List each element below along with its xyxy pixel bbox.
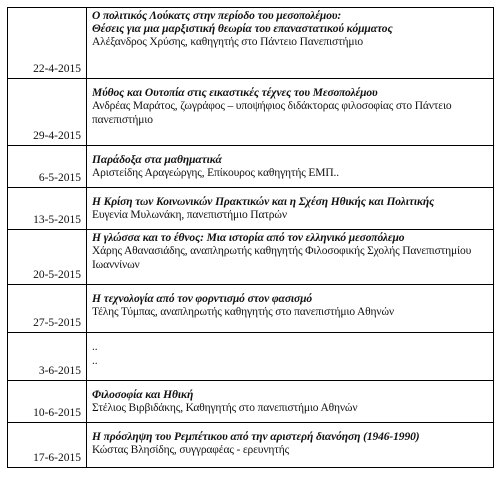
lecture-info bbox=[87, 285, 494, 333]
lecture-title: Η γλώσσα και το έθνος: Μια ιστορία από τον ελληνικό μεσοπόλεμο bbox=[92, 232, 405, 244]
table-row bbox=[8, 230, 494, 285]
table-row bbox=[8, 146, 494, 188]
table-row bbox=[8, 8, 494, 79]
lecture-date: 20-5-2015 bbox=[8, 230, 87, 285]
table-row bbox=[8, 333, 494, 381]
lecture-speaker: Στέλιος Βιρβιδάκης, Καθηγητής στο πανεπιστήμιο Αθηνών bbox=[92, 402, 358, 414]
lecture-speaker: Ευγενία Μυλωνάκη, πανεπιστήμιο Πατρών bbox=[92, 209, 287, 221]
lecture-date: 6-5-2015 bbox=[8, 146, 87, 188]
lecture-info bbox=[87, 333, 494, 381]
table-row bbox=[8, 79, 494, 146]
lecture-info bbox=[87, 423, 494, 468]
lecture-schedule-table bbox=[7, 7, 494, 468]
lecture-title: Ο πολιτικός Λούκατς στην περίοδο του μεσοπολέμου: bbox=[92, 10, 342, 22]
lecture-info bbox=[87, 146, 494, 188]
lecture-title: Παράδοξα στα μαθηματικά bbox=[92, 154, 222, 166]
lecture-speaker: Τέλης Τύμπας, αναπληρωτής καθηγητής στο πανεπιστήμιο Αθηνών bbox=[92, 306, 394, 318]
lecture-title: Η τεχνολογία από τον φορντισμό στον φασισμό bbox=[92, 293, 313, 305]
lecture-date: 10-6-2015 bbox=[8, 381, 87, 423]
lecture-speaker: Αριστείδης Αραγεώργης, Επίκουρος καθηγητής ΕΜΠ.. bbox=[92, 167, 339, 179]
lecture-speaker: .. bbox=[92, 354, 98, 367]
lecture-date: 13-5-2015 bbox=[8, 188, 87, 230]
lecture-title: Η πρόσληψη του Ρεμπέτικου από την αριστερή διανόηση (1946-1990) bbox=[92, 431, 420, 443]
lecture-date: 27-5-2015 bbox=[8, 285, 87, 333]
table-row bbox=[8, 381, 494, 423]
lecture-speaker: Αλέξανδρος Χρύσης, καθηγητής στο Πάντειο Πανεπιστήμιο bbox=[92, 36, 363, 48]
lecture-date: 3-6-2015 bbox=[8, 333, 87, 381]
lecture-info bbox=[87, 8, 494, 79]
lecture-date: 17-6-2015 bbox=[8, 423, 87, 468]
table-row bbox=[8, 423, 494, 468]
table-row bbox=[8, 285, 494, 333]
lecture-title: .. bbox=[92, 341, 98, 353]
lecture-title: Φιλοσοφία και Ηθική bbox=[92, 389, 194, 401]
lecture-info bbox=[87, 188, 494, 230]
lecture-info bbox=[87, 79, 494, 146]
lecture-info bbox=[87, 381, 494, 423]
lecture-title-line-2: Θέσεις για μια μαρξιστική θεωρία του επαναστατικού κόμματος bbox=[92, 23, 393, 35]
lecture-title: Μύθος και Ουτοπία στις εικαστικές τέχνες του Μεσοπολέμου bbox=[92, 87, 378, 99]
lecture-title: Η Κρίση των Κοινωνικών Πρακτικών και η Σχέση Ηθικής και Πολιτικής bbox=[92, 196, 435, 208]
lecture-date: 29-4-2015 bbox=[8, 79, 87, 146]
lecture-date: 22-4-2015 bbox=[8, 8, 87, 79]
lecture-speaker: Ανδρέας Μαράτος, ζωγράφος – υποψήφιος διδάκτορας φιλοσοφίας στο Πάντειο πανεπιστήμιο bbox=[92, 100, 452, 126]
table-row bbox=[8, 188, 494, 230]
lecture-speaker: Χάρης Αθανασιάδης, αναπληρωτής καθηγητής Φιλοσοφικής Σχολής Πανεπιστημίου Ιωαννίνων bbox=[92, 245, 472, 271]
lecture-speaker: Κώστας Βλησίδης, συγγραφέας - ερευνητής bbox=[92, 444, 290, 456]
lecture-info bbox=[87, 230, 494, 285]
